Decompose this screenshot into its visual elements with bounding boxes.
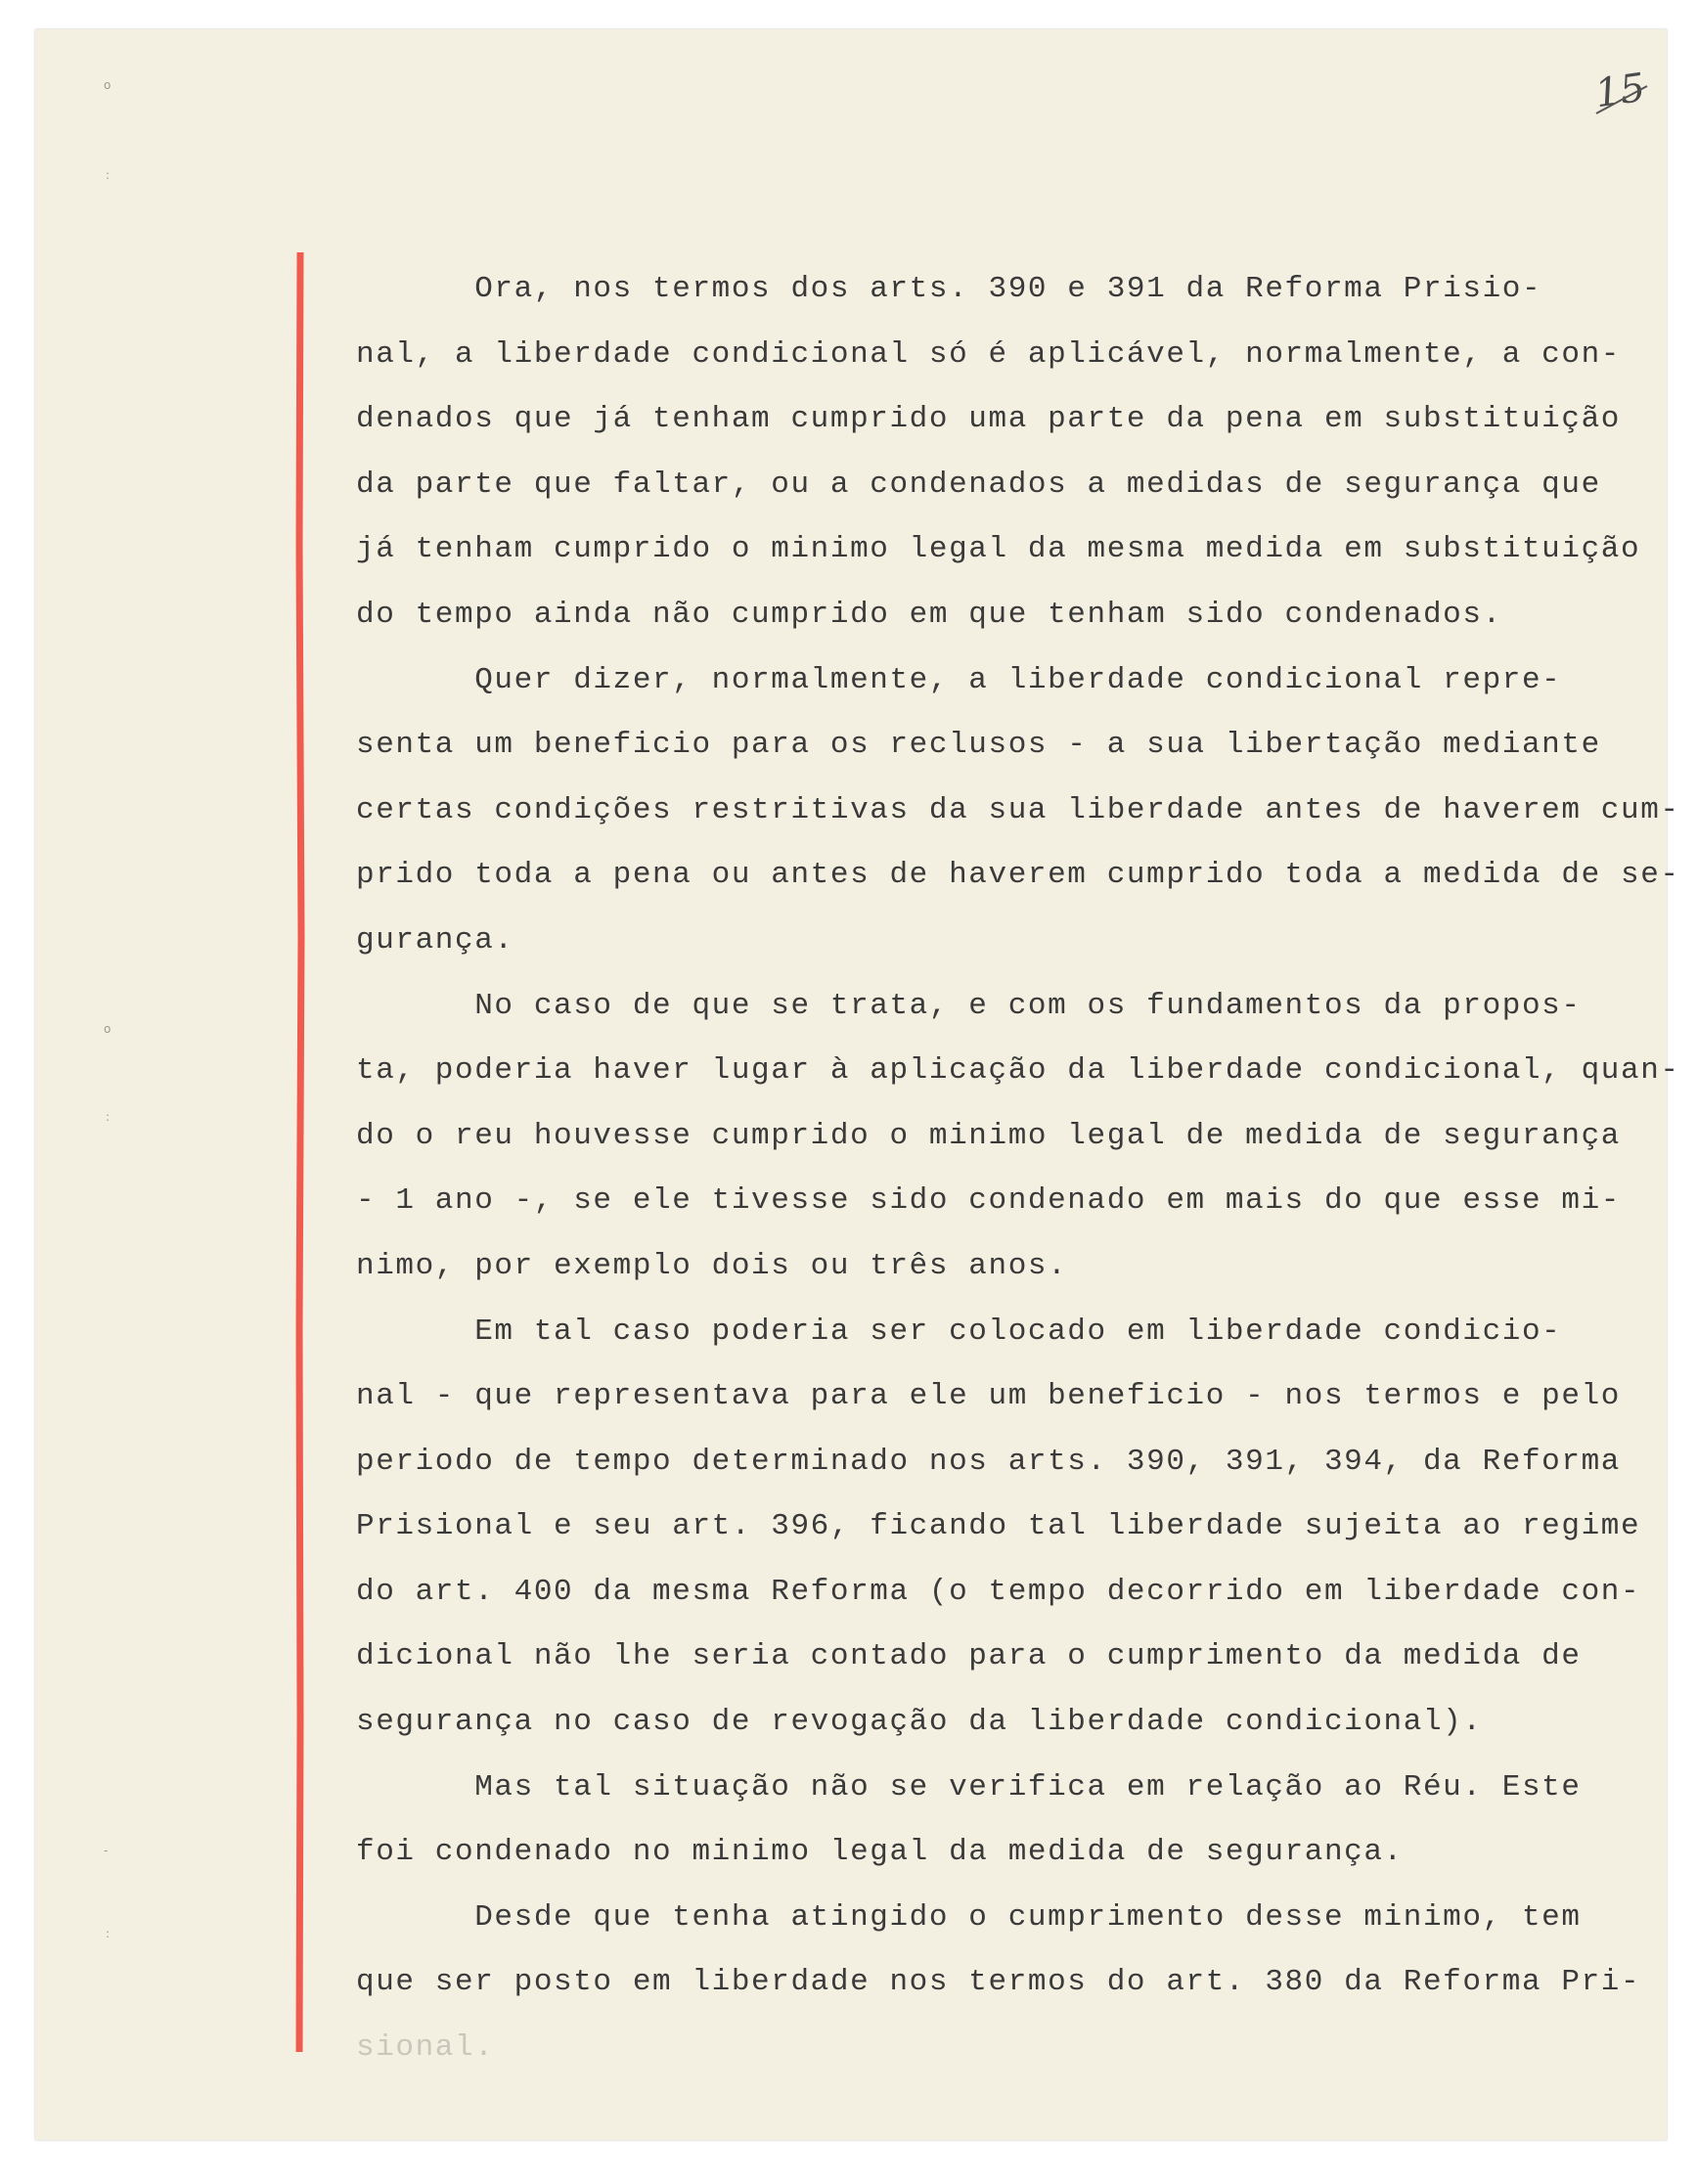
text-line: Prisional e seu art. 396, ficando tal liberdade sujeita ao regime bbox=[356, 1509, 1641, 1544]
binder-hole-mark: - bbox=[104, 1844, 109, 1857]
text-line: denados que já tenham cumprido uma parte da pena em substituição bbox=[356, 402, 1621, 437]
text-line: Mas tal situação não se verifica em relação ao Réu. Este bbox=[356, 1769, 1582, 1805]
text-line: nimo, por exemplo dois ou três anos. bbox=[356, 1248, 1068, 1283]
document-page bbox=[35, 29, 1680, 2140]
binder-hole-mark: : bbox=[106, 1927, 111, 1940]
text-line: do tempo ainda não cumprido em que tenham sido condenados. bbox=[356, 597, 1502, 632]
binder-hole-mark: o bbox=[104, 78, 112, 92]
page-number-slash-mark bbox=[1592, 80, 1651, 119]
text-line: da parte que faltar, ou a condenados a medidas de segurança que bbox=[356, 467, 1601, 502]
text-line: gurança. bbox=[356, 922, 514, 958]
text-line: nal - que representava para ele um beneficio - nos termos e pelo bbox=[356, 1379, 1621, 1414]
text-line: foi condenado no minimo legal da medida de segurança. bbox=[356, 1835, 1404, 1870]
text-line: senta um beneficio para os reclusos - a sua libertação mediante bbox=[356, 728, 1601, 763]
text-line: nal, a liberdade condicional só é aplicável, normalmente, a con- bbox=[356, 336, 1621, 372]
text-line: sional. bbox=[356, 2030, 495, 2066]
text-line: segurança no caso de revogação da liberdade condicional). bbox=[356, 1705, 1483, 1740]
text-line: dicional não lhe seria contado para o cumprimento da medida de bbox=[356, 1639, 1582, 1674]
binder-hole-mark: o bbox=[104, 1022, 112, 1036]
text-line: certas condições restritivas da sua liberdade antes de haverem cum- bbox=[356, 792, 1680, 827]
text-line: Ora, nos termos dos arts. 390 e 391 da Reforma Prisio- bbox=[356, 272, 1542, 306]
text-line: do o reu houvesse cumprido o minimo legal de medida de segurança bbox=[356, 1118, 1621, 1153]
binder-hole-mark: : bbox=[106, 1110, 111, 1124]
text-line: do art. 400 da mesma Reforma (o tempo decorrido em liberdade con- bbox=[356, 1574, 1641, 1609]
text-line: No caso de que se trata, e com os fundamentos da propos- bbox=[356, 988, 1582, 1023]
page-number: 15 bbox=[1592, 65, 1648, 117]
text-line: periodo de tempo determinado nos arts. 390, 391, 394, da Reforma bbox=[356, 1444, 1621, 1479]
binder-hole-mark: : bbox=[106, 168, 111, 182]
text-line: prido toda a pena ou antes de haverem cumprido toda a medida de se- bbox=[356, 858, 1680, 893]
text-line: Em tal caso poderia ser colocado em liberdade condicio- bbox=[356, 1314, 1562, 1349]
red-margin-line bbox=[295, 252, 305, 2052]
text-line: - 1 ano -, se ele tivesse sido condenado em mais do que esse mi- bbox=[356, 1183, 1621, 1219]
text-line: ta, poderia haver lugar à aplicação da liberdade condicional, quan- bbox=[356, 1053, 1680, 1089]
text-line: que ser posto em liberdade nos termos do art. 380 da Reforma Pri- bbox=[356, 1965, 1641, 2000]
typed-text-body bbox=[356, 268, 1680, 2092]
text-line: Desde que tenha atingido o cumprimento desse minimo, tem bbox=[356, 1899, 1582, 1935]
text-line: já tenham cumprido o minimo legal da mesma medida em substituição bbox=[356, 532, 1641, 567]
text-line: Quer dizer, normalmente, a liberdade condicional repre- bbox=[356, 662, 1562, 697]
